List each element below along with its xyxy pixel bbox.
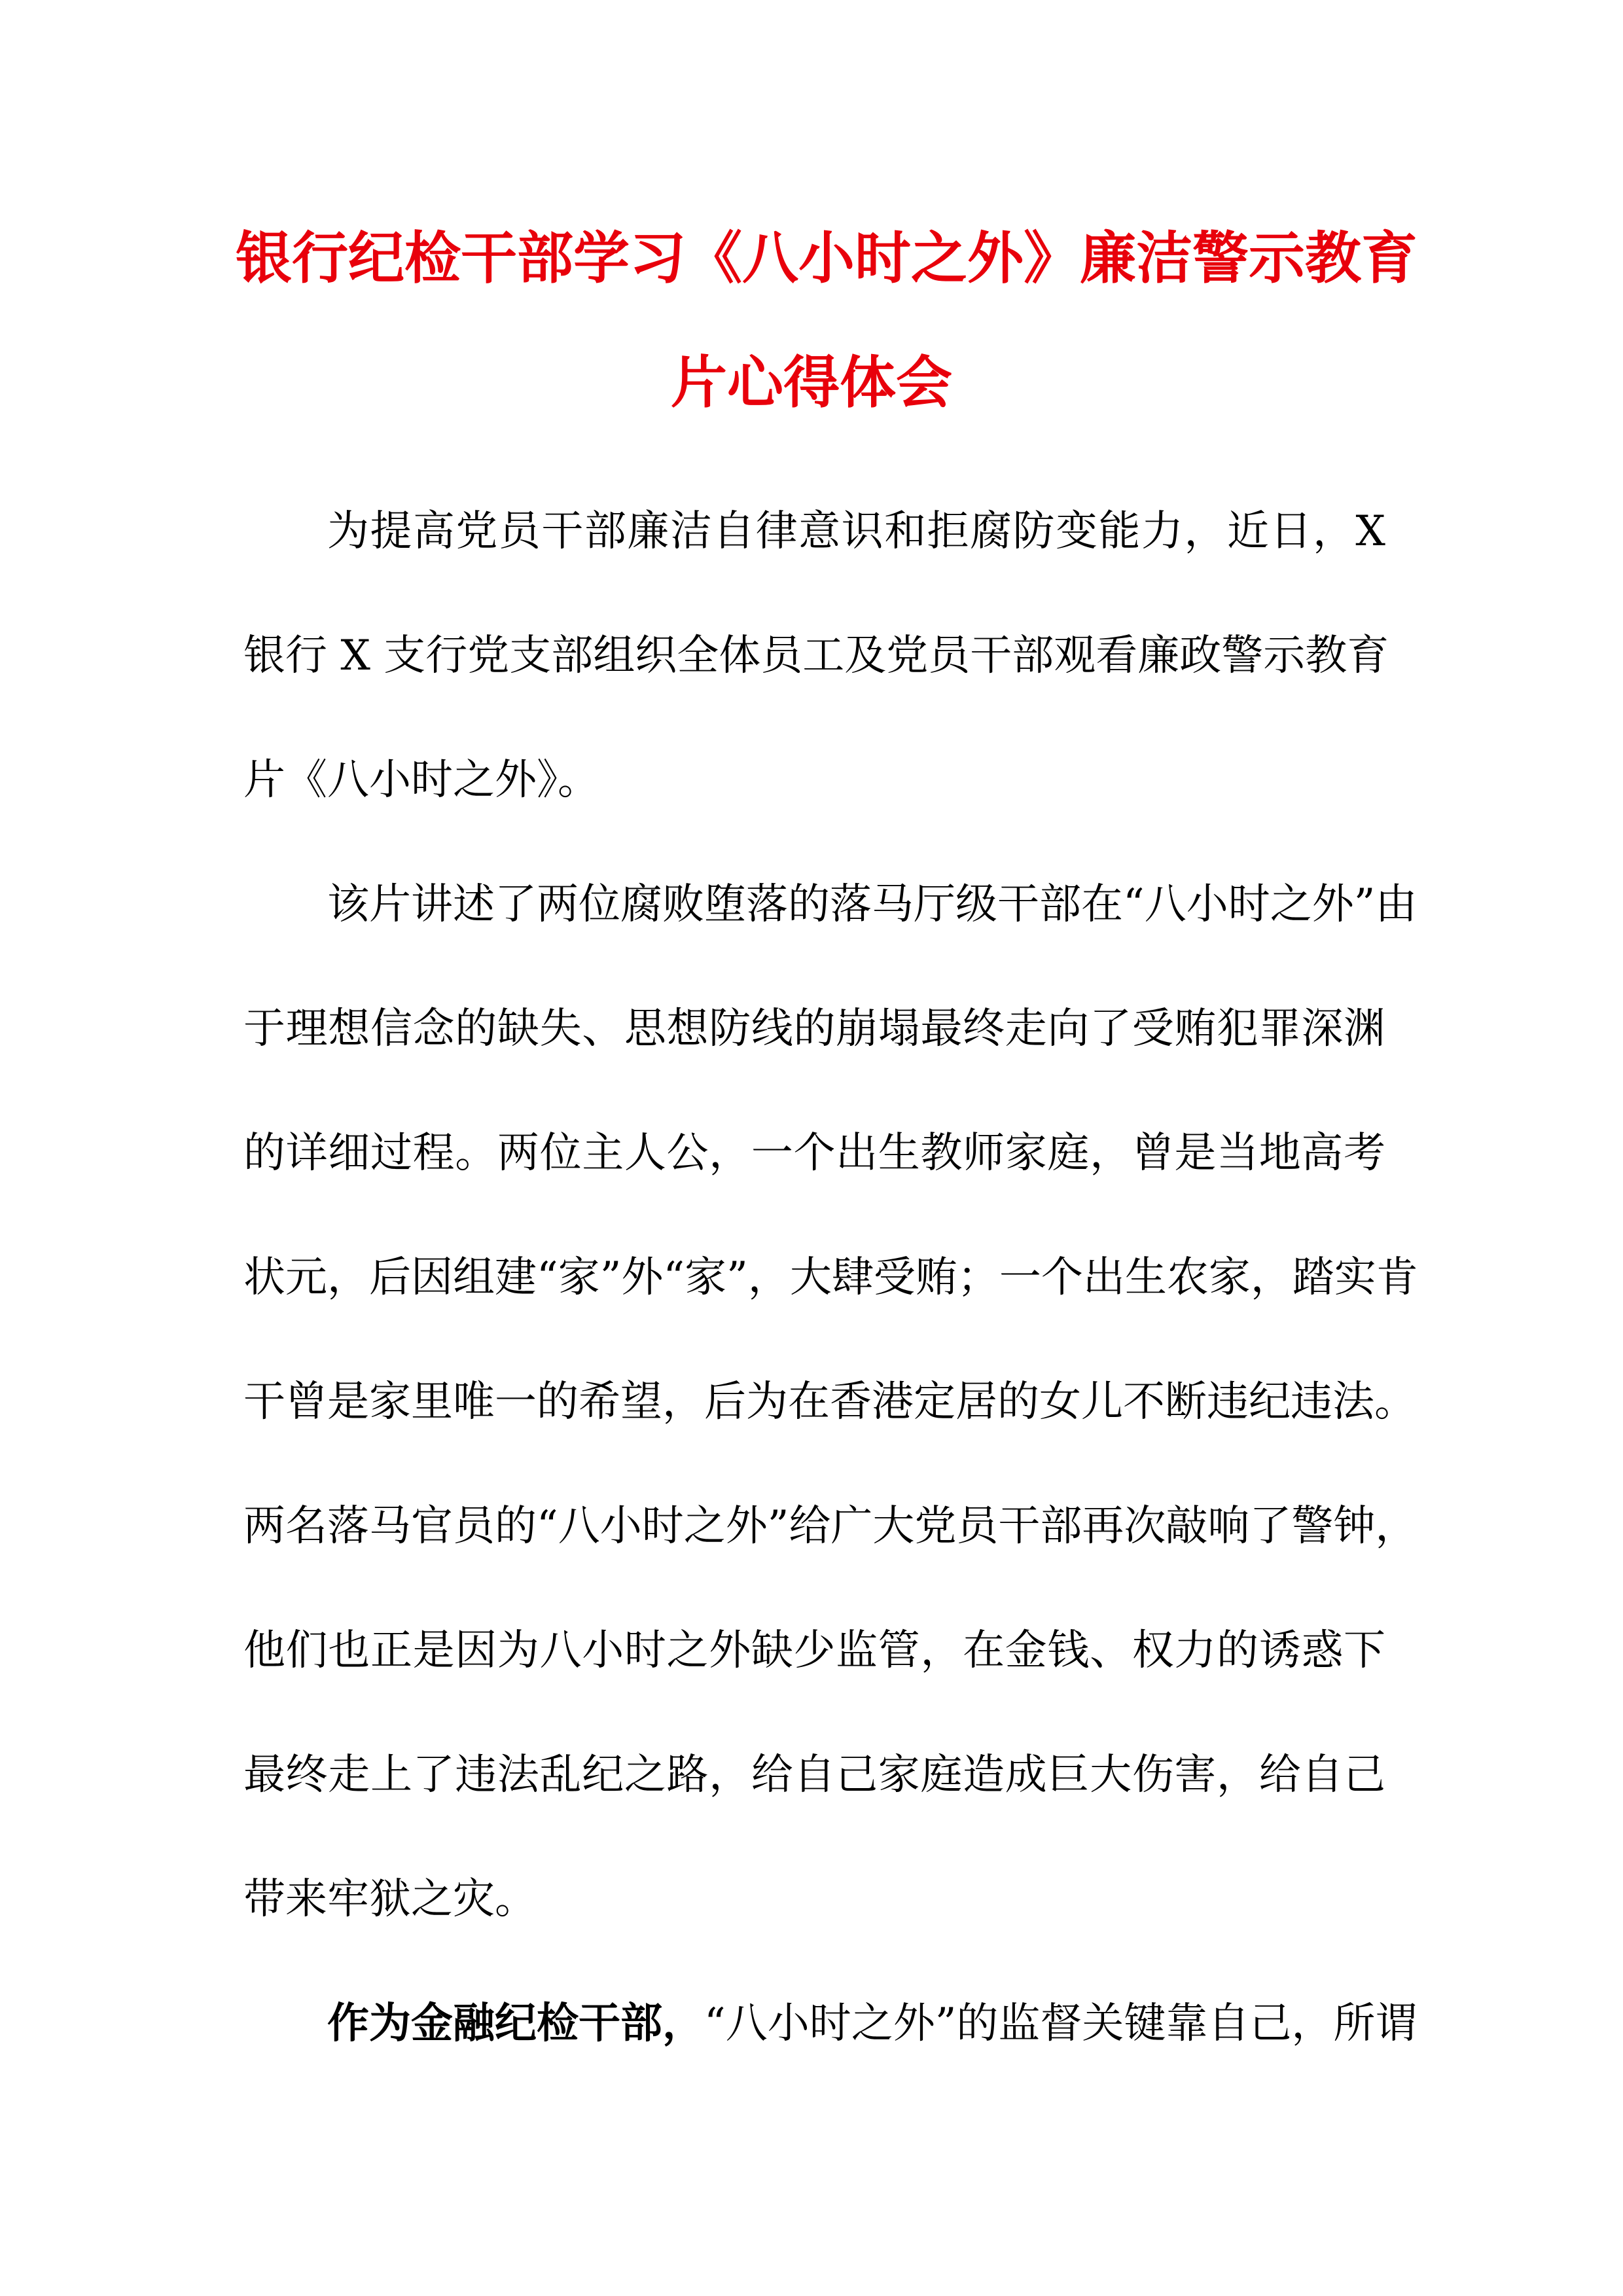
- paragraph-1: [243, 469, 1389, 842]
- text-line: 两名落马官员的“八小时之外”给广大党员干部再次敲响了警钟，: [243, 1502, 1418, 1551]
- text-line: 最终走上了违法乱纪之路，给自己家庭造成巨大伤害，给自己: [243, 1751, 1385, 1799]
- text-line: 干曾是家里唯一的希望，后为在香港定居的女儿不断违纪违法。: [243, 1378, 1416, 1426]
- text-line-rest: “八小时之外”的监督关键靠自己，所谓: [704, 2000, 1418, 2048]
- text-line: 带来牢狱之灾。: [243, 1875, 537, 1924]
- bold-lead-text: 作为金融纪检干部，: [327, 2000, 704, 2048]
- text-line: 该片讲述了两位腐败堕落的落马厅级干部在“八小时之外”由: [327, 880, 1418, 929]
- text-line: 状元，后因组建“家”外“家”，大肆受贿；一个出生农家，踏实肯: [243, 1253, 1418, 1302]
- text-line: 于理想信念的缺失、思想防线的崩塌最终走向了受贿犯罪深渊: [243, 1005, 1385, 1053]
- document-title-line-2: 片心得体会: [671, 350, 952, 416]
- document-body: [243, 469, 1418, 2086]
- paragraph-3: [243, 1962, 1418, 2086]
- text-line: 片《八小时之外》。: [243, 756, 599, 804]
- paragraph-2: [243, 842, 1418, 1962]
- text-line: 银行 X 支行党支部组织全体员工及党员干部观看廉政警示教育: [243, 632, 1389, 680]
- document-title-line-1: 银行纪检干部学习《八小时之外》廉洁警示教育: [236, 226, 1418, 291]
- text-line: [243, 1962, 1418, 2086]
- text-line: 的详细过程。两位主人公，一个出生教师家庭，曾是当地高考: [243, 1129, 1385, 1177]
- text-line: 为提高党员干部廉洁自律意识和拒腐防变能力，近日，X: [327, 507, 1385, 556]
- text-line: 他们也正是因为八小时之外缺少监管，在金钱、权力的诱惑下: [243, 1626, 1385, 1675]
